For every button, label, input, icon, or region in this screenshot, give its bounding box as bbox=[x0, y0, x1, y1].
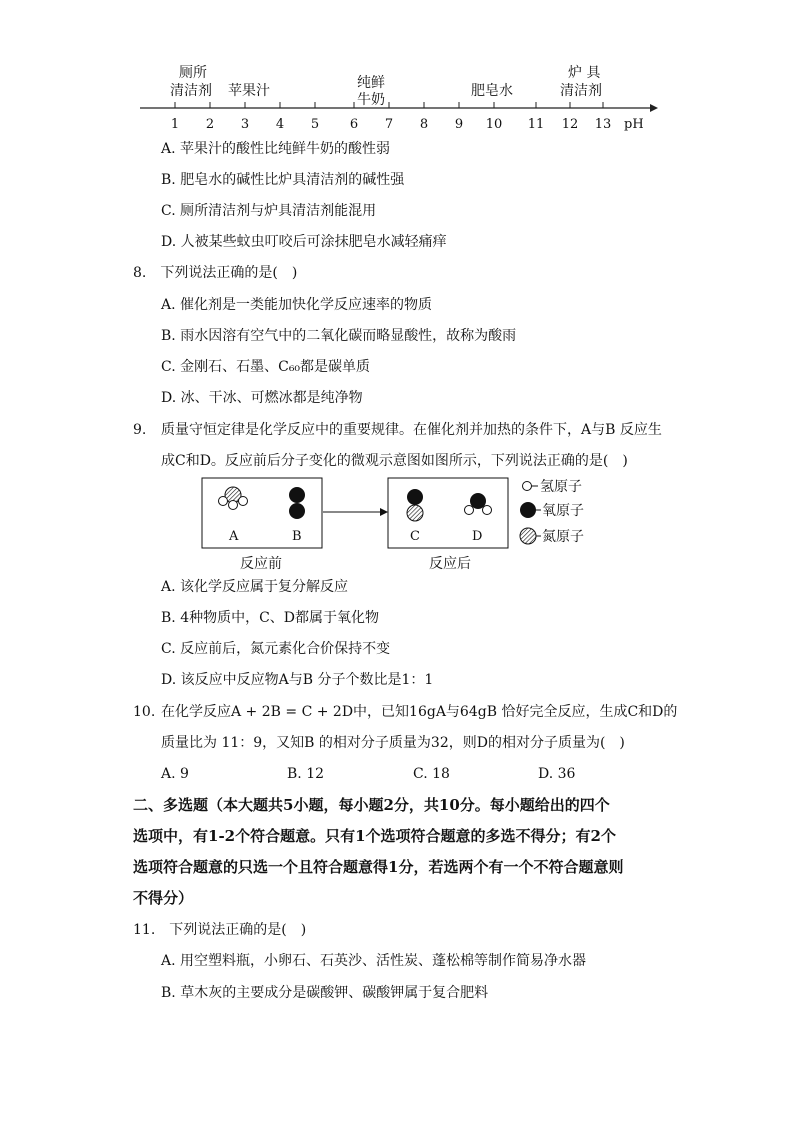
ph-tick-label: 8 bbox=[419, 117, 429, 132]
legend-hydrogen-icon bbox=[523, 482, 532, 491]
molecule-b bbox=[289, 487, 305, 519]
q7-option-a: A. 苹果汁的酸性比纯鲜牛奶的酸性弱 bbox=[161, 141, 391, 157]
ph-axis-arrow bbox=[650, 104, 658, 112]
ph-label-apple-juice: 苹果汁 bbox=[228, 83, 270, 99]
ph-tick-label: 9 bbox=[454, 117, 464, 132]
q10-option-c: C. 18 bbox=[413, 766, 450, 782]
q9-reaction-diagram bbox=[0, 470, 794, 580]
q10-option-d: D. 36 bbox=[538, 766, 576, 782]
q11-option-a: A. 用空塑料瓶，小卵石、石英沙、活性炭、蓬松棉等制作简易净水器 bbox=[161, 953, 587, 969]
q11-stem: 11. 下列说法正确的是( ) bbox=[133, 922, 307, 938]
label-b: B bbox=[292, 529, 302, 544]
section2-heading-line4: 不得分） bbox=[133, 889, 194, 907]
q10-number: 10. bbox=[133, 704, 156, 720]
ph-tick-label: 13 bbox=[594, 117, 612, 132]
ph-label-milk-1: 纯鲜 bbox=[357, 75, 385, 91]
oxygen-atom bbox=[289, 487, 305, 503]
ph-axis-label: pH bbox=[624, 117, 644, 132]
q9-option-b: B. 4种物质中，C、D都属于氧化物 bbox=[161, 610, 380, 626]
ph-tick-label: 11 bbox=[527, 117, 545, 132]
q8-option-c: C. 金刚石、石墨、C₆₀都是碳单质 bbox=[161, 359, 371, 375]
ph-tick-label: 3 bbox=[240, 117, 250, 132]
reaction-arrow-head bbox=[380, 508, 388, 516]
q11-option-b: B. 草木灰的主要成分是碳酸钾、碳酸钾属于复合肥料 bbox=[161, 985, 489, 1001]
ph-tick-label: 1 bbox=[170, 117, 180, 132]
q8-option-d: D. 冰、干冰、可燃冰都是纯净物 bbox=[161, 390, 363, 406]
legend-nitrogen-icon bbox=[520, 528, 536, 544]
ph-tick-label: 12 bbox=[561, 117, 579, 132]
section2-heading-line3: 选项符合题意的只选一个且符合题意得1分，若选两个有一个不符合题意则 bbox=[133, 858, 624, 876]
section2-heading-line1: 二、多选题（本大题共5小题，每小题2分，共10分。每小题给出的四个 bbox=[133, 796, 610, 814]
ph-scale-diagram bbox=[0, 0, 794, 140]
q10-option-b: B. 12 bbox=[287, 766, 325, 782]
q9-option-a: A. 该化学反应属于复分解反应 bbox=[161, 579, 349, 595]
q10-stem-line1: 在化学反应A + 2B = C + 2D中，已知16gA与64gB 恰好完全反应，生成C和D的 bbox=[161, 704, 678, 720]
hydrogen-atom bbox=[219, 497, 228, 506]
ph-label-toilet-cleaner-1: 厕所 bbox=[179, 65, 207, 81]
legend-oxygen-icon bbox=[520, 502, 536, 518]
label-d: D bbox=[472, 529, 483, 544]
ph-tick-label: 4 bbox=[275, 117, 285, 132]
nitrogen-atom bbox=[407, 505, 423, 521]
hydrogen-atom bbox=[229, 501, 238, 510]
q10-stem-line2: 质量比为 11：9，又知B 的相对分子质量为32，则D的相对分子质量为( ) bbox=[161, 735, 625, 751]
molecule-c bbox=[407, 489, 423, 521]
legend-nitrogen-label: 氮原子 bbox=[542, 529, 584, 545]
ph-tick-label: 7 bbox=[384, 117, 394, 132]
legend bbox=[520, 479, 584, 545]
oxygen-atom bbox=[289, 503, 305, 519]
ph-tick-label: 6 bbox=[349, 117, 359, 132]
q8-stem: 8. 下列说法正确的是( ) bbox=[133, 265, 298, 281]
q9-option-d: D. 该反应中反应物A与B 分子个数比是1：1 bbox=[161, 672, 434, 688]
ph-label-milk-2: 牛奶 bbox=[357, 92, 385, 108]
ph-label-oven-cleaner-2: 清洁剂 bbox=[560, 83, 602, 99]
ph-label-oven-cleaner-1: 炉 具 bbox=[568, 65, 601, 81]
q8-option-a: A. 催化剂是一类能加快化学反应速率的物质 bbox=[161, 297, 433, 313]
q8-option-b: B. 雨水因溶有空气中的二氧化碳而略显酸性，故称为酸雨 bbox=[161, 328, 517, 344]
hydrogen-atom bbox=[483, 506, 492, 515]
q9-number: 9. bbox=[133, 422, 147, 438]
q7-option-d: D. 人被某些蚊虫叮咬后可涂抹肥皂水减轻痛痒 bbox=[161, 234, 447, 250]
molecule-d bbox=[465, 493, 492, 515]
section2-heading-line2: 选项中，有1-2个符合题意。只有1个选项符合题意的多选不得分；有2个 bbox=[133, 827, 616, 845]
ph-tick-label: 5 bbox=[310, 117, 320, 132]
q7-option-c: C. 厕所清洁剂与炉具清洁剂能混用 bbox=[161, 203, 377, 219]
q9-stem-line1: 质量守恒定律是化学反应中的重要规律。在催化剂并加热的条件下，A与B 反应生 bbox=[161, 422, 662, 438]
hydrogen-atom bbox=[239, 497, 248, 506]
q7-option-b: B. 肥皂水的碱性比炉具清洁剂的碱性强 bbox=[161, 172, 405, 188]
q9-option-c: C. 反应前后，氮元素化合价保持不变 bbox=[161, 641, 391, 657]
ph-tick-label: 10 bbox=[485, 117, 503, 132]
q10-option-a: A. 9 bbox=[161, 766, 189, 782]
ph-label-toilet-cleaner-2: 清洁剂 bbox=[170, 83, 212, 99]
molecule-a bbox=[219, 487, 248, 510]
legend-oxygen-label: 氧原子 bbox=[542, 503, 584, 519]
label-c: C bbox=[410, 529, 420, 544]
before-label: 反应前 bbox=[240, 556, 282, 572]
oxygen-atom bbox=[407, 489, 423, 505]
label-a: A bbox=[229, 529, 239, 544]
ph-tick-label: 2 bbox=[205, 117, 215, 132]
ph-label-soap-water: 肥皂水 bbox=[471, 83, 513, 99]
legend-hydrogen-label: 氢原子 bbox=[540, 479, 582, 495]
hydrogen-atom bbox=[465, 506, 474, 515]
after-label: 反应后 bbox=[429, 556, 471, 572]
q9-stem-line2: 成C和D。反应前后分子变化的微观示意图如图所示，下列说法正确的是( ) bbox=[161, 453, 628, 469]
